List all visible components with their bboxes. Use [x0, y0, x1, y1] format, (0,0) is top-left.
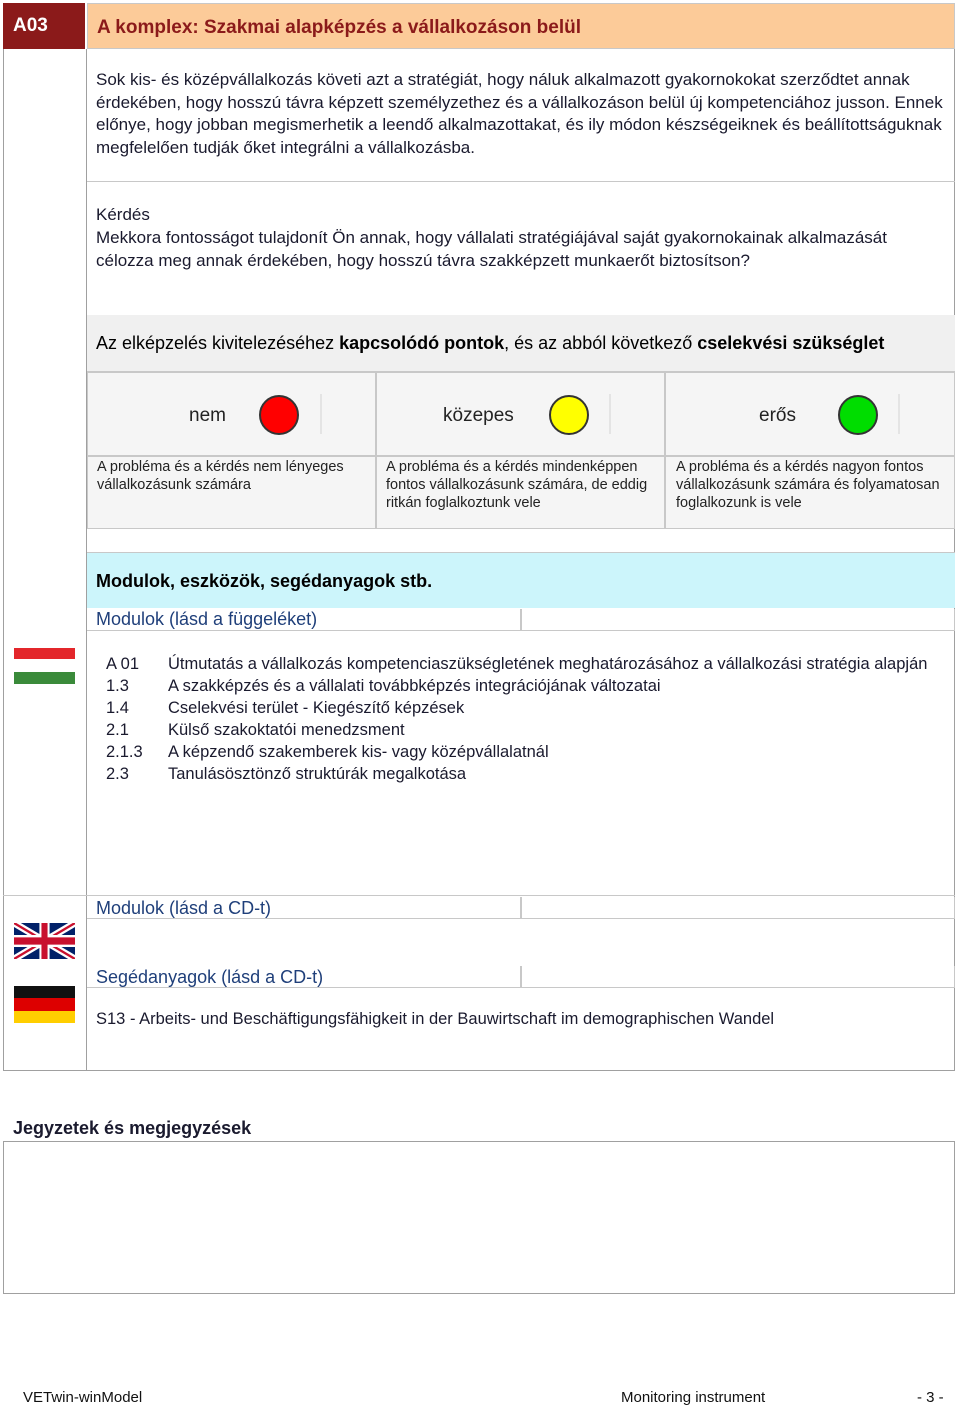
- module-title: A szakképzés és a vállalati továbbképzés integrációjának változatai: [168, 677, 661, 695]
- list-item: [106, 741, 946, 763]
- intro-paragraph: Sok kis- és középvállalkozás követi azt a stratégiát, hogy náluk alkalmazott gyakornokokat szerződtet annak érdekében, hogy hosszú távra képzett személyzethez és a vállalkozáson belül új kompetenciához jusson. Ennek előnye, hogy jobban megismerhetik a leendő alkalmazottakat, és ily módon készségeiknek és beállítottságuknak megfelelően tudják őket integrálni a vállalkozásba.: [96, 70, 943, 157]
- modules-heading: Modulok, eszközök, segédanyagok stb.: [87, 552, 955, 608]
- impl-prefix: Az elképzelés kivitelezéséhez: [96, 333, 340, 353]
- list-item: [106, 719, 946, 741]
- notes-box[interactable]: [3, 1141, 955, 1294]
- module-title: Útmutatás a vállalkozás kompetenciaszükségletének meghatározásához a vállalkozási stratégia alapján: [168, 655, 928, 673]
- rating-desc-high: A probléma és a kérdés nagyon fontos vállalkozásunk számára és folyamatosan foglalkozunk is vele: [676, 459, 940, 511]
- rating-label-medium: közepes: [443, 405, 514, 426]
- left-column-frame: [3, 49, 87, 1071]
- list-item: [106, 697, 946, 719]
- module-title: A képzendő szakemberek kis- vagy középvállalatnál: [168, 743, 549, 761]
- impl-bold-1: kapcsolódó pontok: [339, 333, 505, 353]
- list-item: [106, 653, 946, 675]
- question-body: Mekkora fontosságot tulajdonít Ön annak, hogy vállalati stratégiájával saját gyakornokainak alkalmazását célozza meg annak érdekében, hogy hosszú távra szakképzett munkaerőt biztosítson?: [96, 228, 887, 270]
- module-number: 2.1.3: [106, 743, 143, 761]
- cd-modules-heading: Modulok (lásd a CD-t): [96, 898, 272, 918]
- rating-cell-low: [87, 372, 376, 456]
- impl-middle: , és az abból következő: [504, 333, 698, 353]
- divider: [320, 394, 322, 434]
- rating-desc-low: A probléma és a kérdés nem lényeges vállalkozásunk számára: [97, 459, 344, 493]
- footer-left: VETwin-winModel: [23, 1389, 143, 1406]
- module-number: 1.3: [106, 677, 129, 695]
- appendix-modules-heading: Modulok (lásd a függeléket): [96, 609, 318, 629]
- uk-flag-icon: [14, 923, 75, 959]
- module-title: Cselekvési terület - Kiegészítő képzések: [168, 699, 465, 717]
- materials-item[interactable]: S13 - Arbeits- und Beschäftigungsfähigkeit in der Bauwirtschaft im demographischen Wandel: [96, 1010, 775, 1028]
- module-title: Külső szakoktatói menedzsment: [168, 721, 405, 739]
- rating-cell-medium: [376, 372, 665, 456]
- module-title: Tanulásösztönző struktúrák megalkotása: [168, 765, 467, 783]
- red-dot-icon[interactable]: [259, 395, 299, 435]
- divider: [521, 966, 955, 988]
- rating-cell-high: [665, 372, 955, 456]
- materials-heading: Segédanyagok (lásd a CD-t): [96, 967, 324, 987]
- rating-label-low: nem: [189, 405, 226, 426]
- rating-label-high: erős: [759, 405, 796, 426]
- module-number: 2.1: [106, 721, 129, 739]
- question-label: Kérdés: [96, 205, 150, 224]
- list-item: [106, 675, 946, 697]
- rating-desc-medium: A probléma és a kérdés mindenképpen fontos vállalkozásunk számára, de eddig ritkán foglalkoztunk vele: [386, 459, 648, 511]
- module-number: 1.4: [106, 699, 129, 717]
- list-item: [106, 763, 946, 785]
- page-title: A komplex: Szakmai alapképzés a vállalkozáson belül: [87, 3, 955, 49]
- green-dot-icon[interactable]: [838, 395, 878, 435]
- divider: [521, 897, 955, 919]
- divider: [87, 897, 521, 919]
- divider: [521, 609, 955, 631]
- yellow-dot-icon[interactable]: [549, 395, 589, 435]
- divider: [609, 394, 611, 434]
- module-number: 2.3: [106, 765, 129, 783]
- hungarian-flag-icon: [14, 648, 75, 684]
- divider: [87, 609, 521, 631]
- page-number: - 3 -: [917, 1389, 944, 1406]
- divider: [87, 966, 521, 988]
- notes-title: Jegyzetek és megjegyzések: [13, 1118, 252, 1138]
- module-number: A 01: [106, 655, 140, 673]
- divider: [898, 394, 900, 434]
- module-list: [106, 653, 946, 785]
- impl-bold-2: cselekvési szükséglet: [697, 333, 885, 353]
- divider: [87, 181, 955, 182]
- german-flag-icon: [14, 986, 75, 1023]
- implementation-heading: [87, 315, 955, 372]
- divider: [3, 895, 955, 896]
- footer-center: Monitoring instrument: [621, 1389, 766, 1406]
- section-code: A03: [3, 3, 85, 49]
